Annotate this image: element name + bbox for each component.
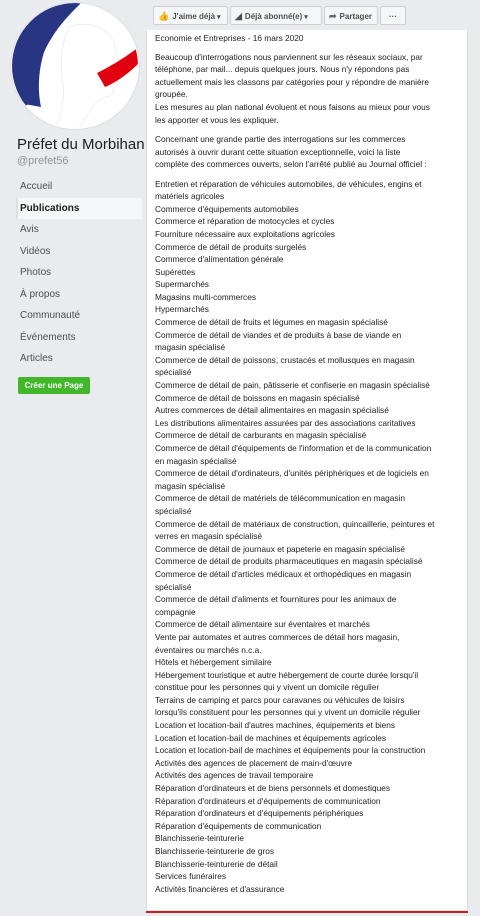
list-item: Terrains de camping et parcs pour caravanes ou véhicules de loisirs bbox=[155, 694, 405, 705]
nav-item-evenements[interactable]: Événements bbox=[20, 331, 76, 343]
list-item: spécialisé bbox=[155, 505, 192, 516]
panel-bottom-border bbox=[146, 911, 468, 913]
post-text-line: Les mesures au plan national évoluent et nous faisons au mieux pour vous bbox=[155, 101, 430, 112]
post-text-line: les apporter et vous les expliquer. bbox=[155, 114, 279, 125]
list-item: Fourniture nécessaire aux exploitations agricoles bbox=[155, 228, 335, 239]
create-page-button[interactable]: Créer une Page bbox=[18, 377, 90, 394]
list-item: Commerce de détail de produits surgelés bbox=[155, 241, 307, 252]
nav-item-articles[interactable]: Articles bbox=[20, 353, 53, 364]
list-item: Commerce de détail alimentaire sur éventaires et marchés bbox=[155, 619, 370, 630]
marianne-logo-icon bbox=[11, 3, 139, 129]
post-body bbox=[155, 30, 465, 895]
page-title[interactable] bbox=[17, 136, 159, 153]
nav-item-photos[interactable]: Photos bbox=[20, 267, 52, 278]
list-item: Vente par automates et autres commerces de détail hors magasin, bbox=[155, 631, 400, 642]
list-item: Commerce de détail de carburants en magasin spécialisé bbox=[155, 430, 367, 441]
list-item: magasin spécialisé bbox=[155, 480, 226, 491]
list-item: Blanchisserie-teinturerie bbox=[155, 833, 245, 844]
post-text-line: complète des commerces ouverts, selon l'arrêté publié au Journal officiel : bbox=[155, 159, 427, 170]
share-arrow-icon: ➦ bbox=[329, 11, 337, 21]
list-item: Entretien et réparation de véhicules automobiles, de véhicules, engins et bbox=[155, 178, 422, 189]
follow-button[interactable] bbox=[230, 6, 322, 25]
list-item: en magasin spécialisé bbox=[155, 455, 237, 466]
list-item: Hôtels et hébergement similaire bbox=[155, 657, 272, 668]
list-item: Location et location-bail de machines et équipements agricoles bbox=[155, 732, 387, 743]
list-item: Commerce de détail de matériaux de construction, quincaillerie, peintures et bbox=[155, 518, 435, 529]
share-button[interactable] bbox=[324, 6, 378, 25]
thumbs-up-icon: 👍 bbox=[158, 11, 170, 21]
follow-button-label: Déjà abonné(e) bbox=[244, 12, 303, 21]
list-item: magasin spécialisé bbox=[155, 342, 226, 353]
list-item: spécialisé bbox=[155, 581, 192, 592]
list-item: Commerce de détail d'équipements de l'information et de la communication bbox=[155, 443, 432, 453]
list-item: Commerce de détail d'articles médicaux et orthopédiques en magasin bbox=[155, 568, 412, 579]
nav-item-avis[interactable]: Avis bbox=[20, 224, 39, 235]
nav-item-accueil[interactable]: Accueil bbox=[20, 181, 53, 192]
list-item: Commerce de détail de fruits et légumes en magasin spécialisé bbox=[155, 317, 388, 328]
page-action-toolbar bbox=[148, 6, 460, 28]
post-header: Economie et Entreprises - 16 mars 2020 bbox=[155, 33, 304, 43]
share-button-label: Partager bbox=[339, 12, 373, 21]
list-item: Autres commerces de détail alimentaires en magasin spécialisé bbox=[155, 405, 389, 416]
spacer bbox=[155, 171, 465, 178]
more-options-button[interactable]: ··· bbox=[380, 6, 406, 25]
list-item: Réparation d'ordinateurs et de biens personnels et domestiques bbox=[155, 783, 390, 794]
commerces-list bbox=[155, 178, 465, 896]
page-name-text[interactable]: Préfet du Morbihan bbox=[17, 136, 145, 153]
chevron-down-icon: ▾ bbox=[217, 14, 221, 21]
list-item: Commerce d'alimentation générale bbox=[155, 254, 284, 265]
list-item: Commerce de détail de journaux et papeterie en magasin spécialisé bbox=[155, 543, 405, 554]
list-item: Commerce et réparation de motocycles et cycles bbox=[155, 216, 335, 227]
list-item: Location et location-bail de machines et équipements pour la construction bbox=[155, 745, 426, 756]
list-item: Réparation d'ordinateurs et d'équipements périphériques bbox=[155, 808, 364, 819]
list-item: Commerce de détail de matériels de télécommunication en magasin bbox=[155, 493, 405, 504]
list-item: Activités financières et d'assurance bbox=[155, 883, 285, 894]
list-item: verres en magasin spécialisé bbox=[155, 531, 262, 542]
list-item: Commerce d'équipements automobiles bbox=[155, 203, 299, 214]
list-item: Location et location-bail d'autres machines, équipements et biens bbox=[155, 720, 396, 731]
rss-icon: ◢ bbox=[235, 11, 242, 21]
list-item: Magasins multi-commerces bbox=[155, 291, 256, 302]
list-item: Supérettes bbox=[155, 266, 196, 277]
nav-item-communaute[interactable]: Communauté bbox=[20, 310, 81, 321]
list-item: Activités des agences de placement de main-d'œuvre bbox=[155, 757, 353, 768]
list-item: Les distributions alimentaires assurées par des associations caritatives bbox=[155, 417, 416, 428]
post-text-line: actuellement mais les classons par catégories pour y répondre de manière bbox=[155, 76, 429, 87]
list-item: constitue pour les personnes qui y vivent un domicile régulier bbox=[155, 682, 380, 693]
list-item: Réparation d'équipements de communication bbox=[155, 820, 322, 831]
like-button[interactable] bbox=[153, 6, 228, 25]
nav-item-publications[interactable]: Publications bbox=[16, 198, 142, 220]
list-item: éventaires ou marchés n.c.a. bbox=[155, 644, 262, 655]
list-item: Commerce de détail de poissons, crustacés et mollusques en magasin bbox=[155, 354, 415, 365]
post-text-line: Concernant une grande partie des interrogations sur les commerces bbox=[155, 133, 406, 144]
list-item: Commerce de détail de pain, pâtisserie et confiserie en magasin spécialisé bbox=[155, 380, 430, 391]
list-item: Commerce de détail de viandes et de produits à base de viande en bbox=[155, 329, 402, 340]
list-item: spécialisé bbox=[155, 367, 192, 378]
list-item: Blanchisserie-teinturerie de détail bbox=[155, 858, 278, 869]
post-text-line: autorisés à ouvrir durant cette situation exceptionnelle, voici la liste bbox=[155, 146, 401, 157]
list-item: Hypermarchés bbox=[155, 304, 209, 315]
list-item: Commerce de détail d'ordinateurs, d'unités périphériques et de logiciels en bbox=[155, 468, 429, 479]
spacer bbox=[155, 126, 465, 133]
list-item: Services funéraires bbox=[155, 871, 227, 882]
list-item: Commerce de détail de produits pharmaceutiques en magasin spécialisé bbox=[155, 556, 423, 567]
post-paragraph-1 bbox=[155, 51, 465, 101]
post-paragraph-3 bbox=[155, 133, 465, 171]
list-item: compagnie bbox=[155, 606, 196, 617]
post-text-line: groupée. bbox=[155, 89, 188, 100]
list-item: lorsqu'ils constituent pour les personnes qui y vivent un domicile régulier bbox=[155, 707, 421, 718]
nav-item-videos[interactable]: Vidéos bbox=[20, 245, 51, 257]
list-item: matériels agricoles bbox=[155, 191, 225, 202]
list-item: Activités des agences de travail temporaire bbox=[155, 770, 314, 781]
avatar[interactable] bbox=[10, 2, 140, 130]
list-item: Commerce de détail d'aliments et fournitures pour les animaux de bbox=[155, 594, 397, 605]
post-text-line: téléphone, par mail... depuis quelques jours. Nous n'y répondons pas bbox=[155, 64, 410, 75]
page-sidebar bbox=[0, 0, 148, 916]
post-text-line: Beaucoup d'interrogations nous parviennent sur les réseaux sociaux, par bbox=[155, 51, 423, 62]
nav-item-a-propos[interactable]: À propos bbox=[20, 288, 61, 300]
post-paragraph-2 bbox=[155, 101, 465, 126]
list-item: Commerce de détail de boissons en magasin spécialisé bbox=[155, 392, 360, 403]
list-item: Hébergement touristique et autre hébergement de courte durée lorsqu'il bbox=[155, 669, 419, 680]
list-item: Réparation d'ordinateurs et d'équipements de communication bbox=[155, 795, 381, 806]
page-handle[interactable]: @prefet56 bbox=[17, 155, 69, 167]
chevron-down-icon: ▾ bbox=[304, 14, 308, 21]
list-item: Blanchisserie-teinturerie de gros bbox=[155, 846, 274, 856]
list-item: Supermarchés bbox=[155, 279, 209, 290]
like-button-label: J'aime déjà bbox=[172, 12, 216, 21]
post-panel bbox=[146, 30, 468, 911]
page-nav bbox=[16, 176, 142, 370]
